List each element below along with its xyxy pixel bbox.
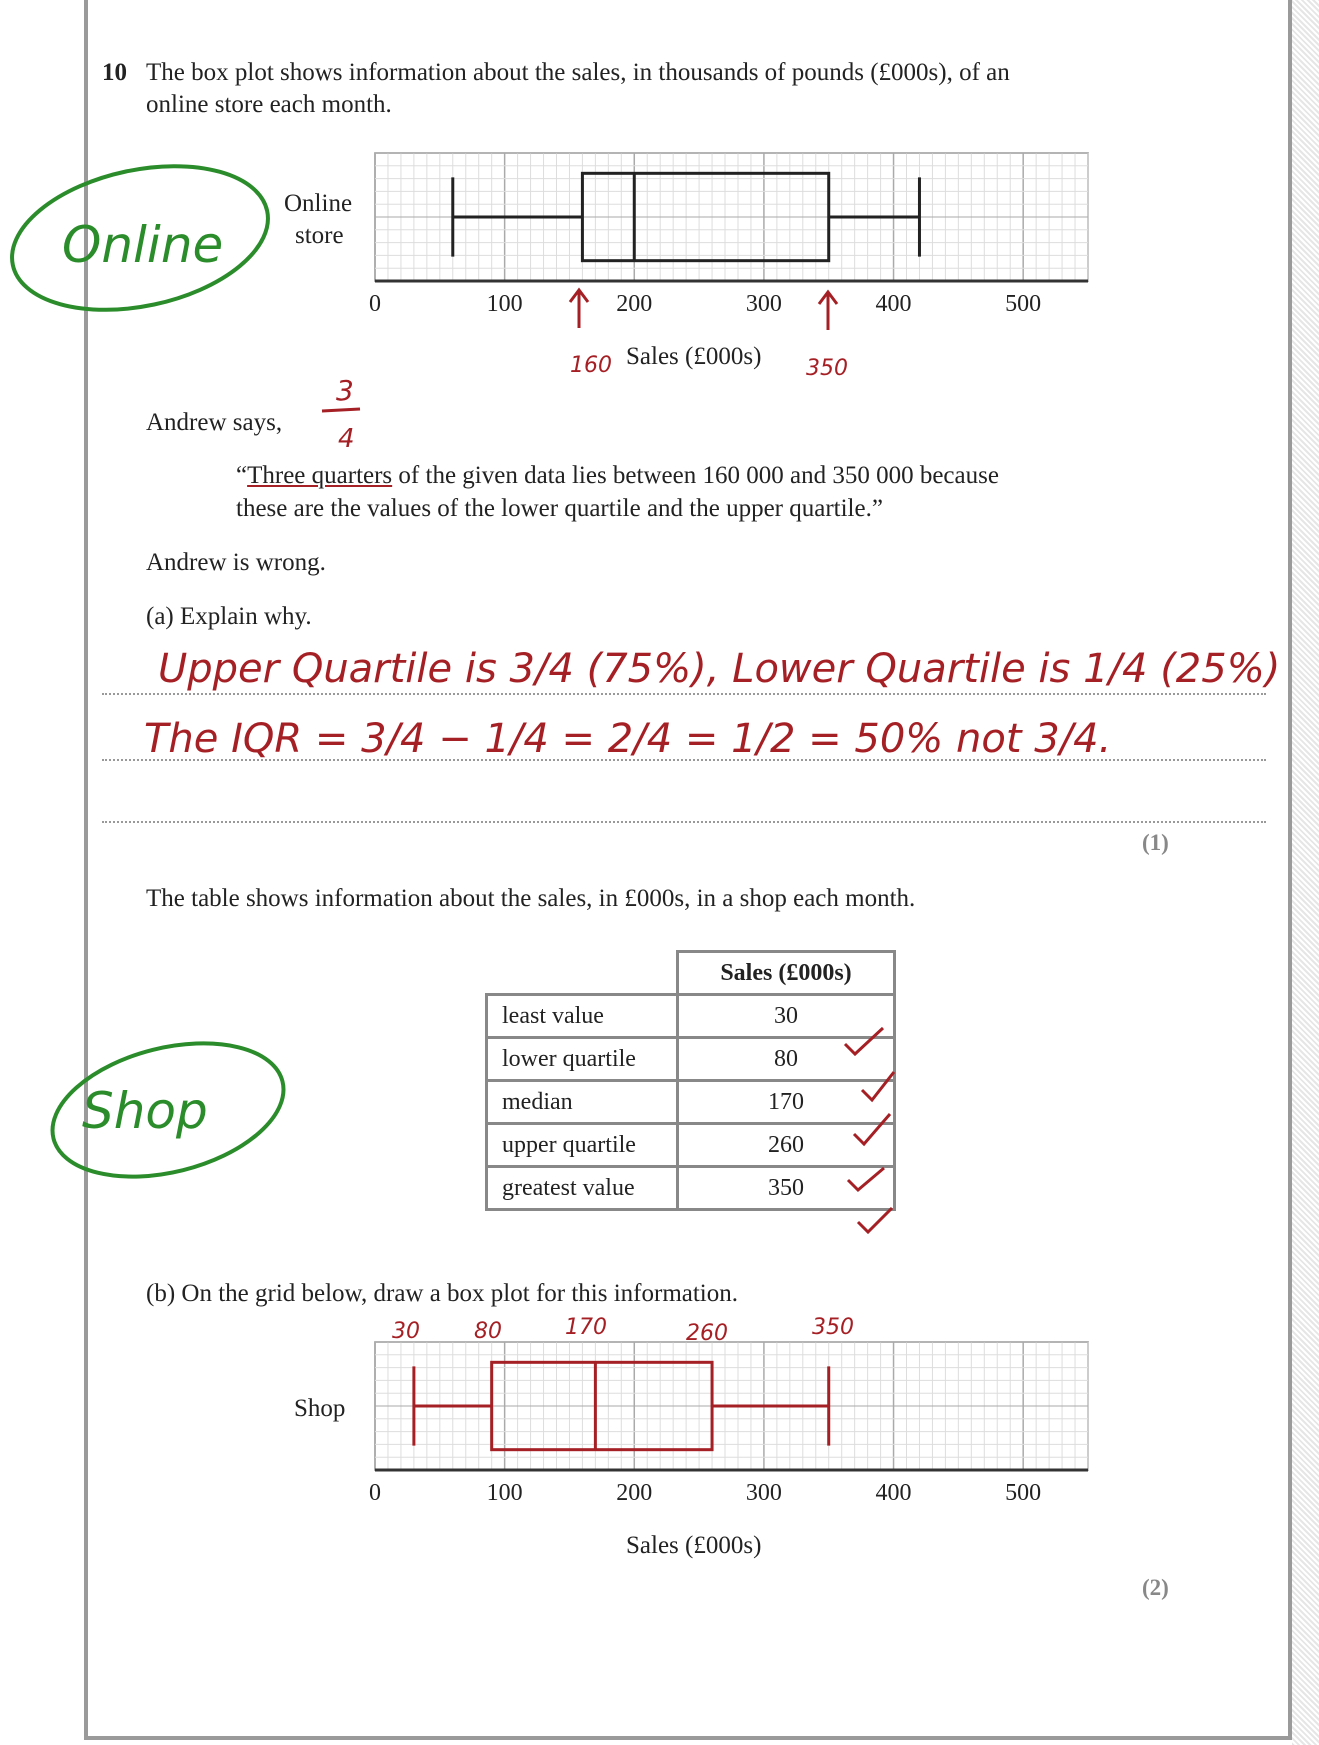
tick-label: 0	[369, 291, 381, 317]
three-quarters-den: 4	[338, 424, 355, 454]
check-icon	[858, 1208, 892, 1232]
check-icon	[854, 1114, 890, 1144]
shop-axis-label: Sales (£000s)	[626, 1532, 762, 1559]
tick-label: 200	[616, 291, 653, 317]
andrew-quote-line2: these are the values of the lower quartile and the upper quartile.”	[236, 495, 883, 522]
online-row-label-1: Online	[284, 190, 353, 217]
question-intro-line1: The box plot shows information about the sales, in thousands of pounds (£000s), of an	[146, 59, 1010, 86]
check-icon	[848, 1168, 884, 1190]
quote-rest: of the given data lies between 160 000 and 350 000 because	[392, 462, 999, 489]
row-value: 80	[678, 1038, 895, 1081]
row-label: median	[487, 1081, 678, 1124]
question-intro-line2: online store each month.	[146, 91, 392, 118]
quote-open: “	[236, 462, 248, 489]
tick-label: 500	[1005, 1480, 1042, 1506]
check-icon	[845, 1028, 883, 1054]
question-number: 10	[102, 59, 127, 86]
answer-text-line2: The IQR = 3/4 − 1/4 = 2/4 = 1/2 = 50% not 3/4.	[144, 716, 1112, 762]
row-label: upper quartile	[487, 1124, 678, 1167]
online-circle-text: Online	[62, 216, 224, 274]
row-label: greatest value	[487, 1167, 678, 1210]
online-axis-label: Sales (£000s)	[626, 343, 762, 370]
quote-underlined: Three quarters	[247, 462, 393, 489]
tick-label: 400	[875, 1480, 912, 1506]
table-header: Sales (£000s)	[678, 952, 895, 995]
part-a-label: (a) Explain why.	[146, 603, 312, 630]
part-b-marks: (2)	[1142, 1575, 1169, 1600]
tick-label: 300	[745, 1480, 782, 1506]
part-b-label: (b) On the grid below, draw a box plot for this information.	[146, 1280, 739, 1307]
row-value: 260	[678, 1124, 895, 1167]
check-icon	[862, 1072, 894, 1100]
shop-note-uq: 260	[686, 1321, 728, 1346]
shop-note-median: 170	[565, 1315, 607, 1340]
table-intro: The table shows information about the sales, in £000s, in a shop each month.	[146, 885, 916, 912]
row-label: least value	[487, 995, 678, 1038]
row-value: 350	[678, 1167, 895, 1210]
shop-note-min: 30	[392, 1319, 420, 1344]
row-value: 30	[678, 995, 895, 1038]
tick-label: 300	[745, 291, 782, 317]
answer-text-line1: Upper Quartile is 3/4 (75%), Lower Quartile is 1/4 (25%)	[158, 646, 1281, 692]
tick-label: 400	[875, 291, 912, 317]
uq-note: 350	[806, 356, 848, 381]
row-label: lower quartile	[487, 1038, 678, 1081]
shop-note-lq: 80	[474, 1319, 502, 1344]
online-row-label-2: store	[295, 222, 344, 249]
part-a-marks: (1)	[1142, 830, 1169, 855]
shop-circle-text: Shop	[82, 1082, 208, 1140]
three-quarters-num: 3	[336, 374, 354, 407]
row-value: 170	[678, 1081, 895, 1124]
tick-label: 100	[486, 291, 523, 317]
shop-row-label: Shop	[294, 1395, 346, 1422]
tick-label: 200	[616, 1480, 653, 1506]
lq-note: 160	[570, 353, 612, 378]
andrew-says: Andrew says,	[146, 409, 283, 436]
andrew-wrong: Andrew is wrong.	[146, 549, 326, 576]
shop-note-max: 350	[812, 1315, 854, 1340]
tick-label: 0	[369, 1480, 381, 1506]
tick-label: 100	[486, 1480, 523, 1506]
tick-label: 500	[1005, 291, 1042, 317]
